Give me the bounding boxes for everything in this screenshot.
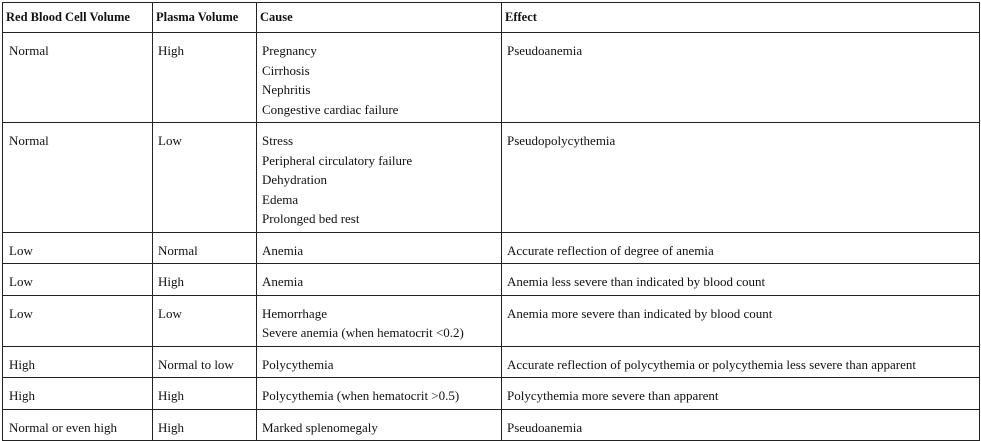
- cause-item: Hemorrhage: [262, 305, 327, 321]
- table-row: [3, 378, 980, 410]
- cause-item: Polycythemia: [262, 356, 334, 372]
- cause-cell: [257, 264, 502, 296]
- plasma-cell: Normal: [153, 232, 257, 264]
- cause-item: Polycythemia (when hematocrit >0.5): [262, 388, 460, 403]
- header-plasma-volume: Plasma Volume: [153, 3, 257, 33]
- plasma-cell: High: [153, 264, 257, 296]
- effect-cell: Pseudopolycythemia: [502, 123, 980, 233]
- plasma-cell: High: [153, 378, 257, 410]
- cause-cell: [257, 378, 502, 410]
- plasma-cell: High: [153, 33, 257, 123]
- plasma-cell: Normal to low: [153, 346, 257, 378]
- header-rbc-volume: Red Blood Cell Volume: [3, 3, 153, 33]
- cause-item: Anemia: [262, 242, 304, 258]
- rbc-cell: High: [3, 378, 153, 410]
- cause-item: Stress: [262, 133, 294, 148]
- rbc-cell: Low: [3, 264, 153, 296]
- rbc-cell: High: [3, 346, 153, 378]
- table-row: [3, 409, 980, 441]
- cause-cell: [257, 123, 502, 233]
- cause-item: Congestive cardiac failure: [262, 101, 399, 117]
- cause-item: Anemia: [262, 274, 304, 289]
- plasma-cell: Low: [153, 123, 257, 233]
- rbc-cell: Normal: [3, 33, 153, 123]
- rbc-cell: Low: [3, 232, 153, 264]
- table-row: [3, 33, 980, 123]
- cause-item: Peripheral circulatory failure: [262, 152, 413, 168]
- cause-cell: [257, 409, 502, 441]
- effect-cell: Accurate reflection of polycythemia or polycythemia less severe than apparent: [502, 346, 980, 378]
- header-row: [3, 3, 980, 33]
- cause-item: Nephritis: [262, 82, 311, 97]
- rbc-cell: Normal: [3, 123, 153, 233]
- blood-volume-table: [2, 2, 980, 441]
- cause-cell: [257, 232, 502, 264]
- effect-cell: Pseudoanemia: [502, 409, 980, 441]
- cause-item: Edema: [262, 191, 299, 207]
- effect-cell: Anemia more severe than indicated by blood count: [502, 295, 980, 346]
- rbc-cell: Low: [3, 295, 153, 346]
- effect-cell: Accurate reflection of degree of anemia: [502, 232, 980, 264]
- cause-item: Dehydration: [262, 172, 327, 187]
- cause-cell: [257, 33, 502, 123]
- effect-cell: Pseudoanemia: [502, 33, 980, 123]
- header-cause: Cause: [257, 3, 502, 33]
- table-row: [3, 295, 980, 346]
- table-row: [3, 123, 980, 233]
- cause-item: Severe anemia (when hematocrit <0.2): [262, 325, 464, 340]
- cause-item: Marked splenomegaly: [262, 419, 378, 435]
- table-row: [3, 264, 980, 296]
- header-effect: Effect: [502, 3, 980, 33]
- cause-cell: [257, 295, 502, 346]
- table-row: [3, 346, 980, 378]
- cause-cell: [257, 346, 502, 378]
- effect-cell: Anemia less severe than indicated by blood count: [502, 264, 980, 296]
- plasma-cell: High: [153, 409, 257, 441]
- table-row: [3, 232, 980, 264]
- cause-item: Pregnancy: [262, 43, 317, 58]
- effect-cell: Polycythemia more severe than apparent: [502, 378, 980, 410]
- rbc-cell: Normal or even high: [3, 409, 153, 441]
- plasma-cell: Low: [153, 295, 257, 346]
- cause-item: Prolonged bed rest: [262, 211, 360, 226]
- cause-item: Cirrhosis: [262, 62, 310, 78]
